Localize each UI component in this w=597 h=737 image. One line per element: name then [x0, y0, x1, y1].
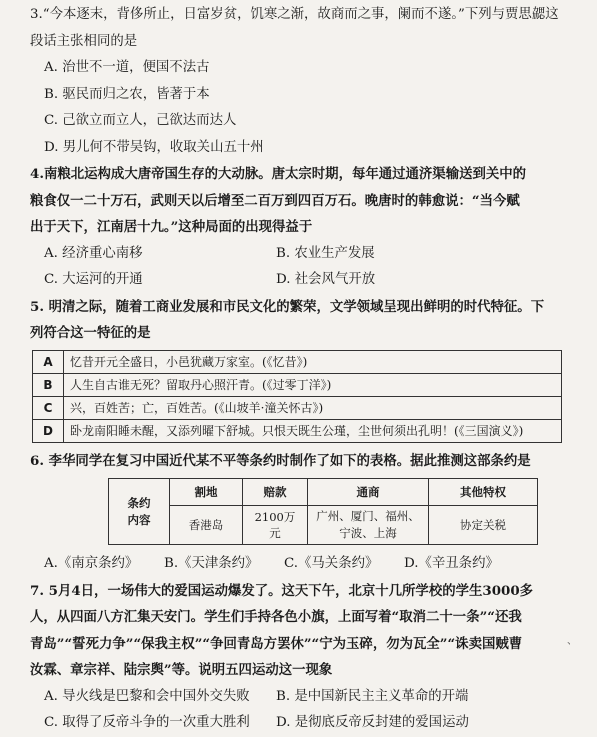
q6-option-b: B.《天津条约》 — [164, 556, 259, 571]
q5-row-d — [33, 419, 562, 442]
q6-treaty-table — [108, 478, 538, 545]
question-3 — [30, 2, 575, 161]
q6-cell-cession: 香港岛 — [170, 506, 243, 545]
q7-options-row-1 — [30, 684, 575, 711]
q6-trade-line-1: 广州、厦门、福州、 — [316, 509, 420, 523]
q6-stem: 6. 李华同学在复习中国近代某不平等条约时制作了如下的表格。据此推测这部条约是 — [30, 452, 531, 469]
q4-stem-line-3: 出于天下，江南居十九。”这种局面的出现得益于 — [30, 219, 313, 235]
q7-stem-line-2: 人，从四面八方汇集天安门。学生们手持各色小旗，上面写着“取消二十一条”“还我 — [30, 609, 522, 625]
q4-option-b: B. 农业生产发展 — [276, 245, 375, 261]
q7-option-c: C. 取得了反帝斗争的一次重大胜利 — [44, 715, 250, 730]
q5-row-a — [33, 350, 562, 373]
q4-options-row-2 — [30, 267, 575, 294]
q4-options-row-1 — [30, 241, 575, 268]
q6-stub-line-2: 内容 — [127, 512, 151, 527]
question-7 — [30, 578, 575, 737]
q5-row-c — [33, 396, 562, 419]
q6-option-c: C.《马关条约》 — [284, 556, 379, 571]
q5-row-text: 忆昔开元全盛日，小邑犹藏万家室。(《忆昔》) — [64, 350, 562, 373]
q6-header-indemnity: 赔款 — [243, 479, 308, 506]
q7-option-a: A. 导火线是巴黎和会中国外交失败 — [44, 688, 250, 704]
q6-stub-line-1: 条约 — [127, 495, 151, 510]
q5-stem-line-2: 列符合这一特征的是 — [30, 325, 151, 341]
q6-cell-trade — [308, 506, 429, 545]
q6-header-cession: 割地 — [170, 479, 243, 506]
q7-option-b: B. 是中国新民主主义革命的开端 — [276, 688, 469, 704]
q6-header-trade: 通商 — [308, 479, 429, 506]
q6-option-d: D.《辛丑条约》 — [404, 556, 499, 571]
q6-header-privileges: 其他特权 — [429, 479, 538, 506]
q5-row-key: B — [33, 373, 64, 396]
margin-mark: 、 — [567, 636, 577, 647]
q6-options — [30, 551, 575, 578]
q4-stem-line-2: 粮食仅一二十万石，武则天以后增至二百万到四百万石。晚唐时的韩愈说：“当今赋 — [30, 192, 520, 209]
q5-row-key: A — [33, 350, 64, 373]
q3-option-c: C. 己欲立而立人，己欲达而达人 — [44, 113, 237, 128]
q5-options-table — [32, 350, 562, 443]
q7-stem-line-4: 汝霖、章宗祥、陆宗舆”等。说明五四运动这一现象 — [30, 662, 333, 678]
q3-option-b: B. 驱民而归之农，皆著于本 — [44, 86, 210, 102]
q6-cell-indemnity: 2100万元 — [243, 506, 308, 545]
question-5 — [30, 294, 575, 443]
q5-stem-line-1: 5. 明清之际，随着工商业发展和市民文化的繁荣，文学领域呈现出鲜明的时代特征。下 — [30, 298, 545, 315]
q6-option-a: A.《南京条约》 — [44, 556, 139, 571]
q6-cell-privileges: 协定关税 — [429, 506, 538, 545]
question-6 — [30, 448, 575, 578]
q5-row-key: D — [33, 419, 64, 442]
q6-trade-line-2: 宁波、上海 — [339, 526, 397, 540]
q4-stem-line-1: 4.南粮北运构成大唐帝国生存的大动脉。唐太宗时期，每年通过通济渠输送到关中的 — [30, 166, 527, 182]
q4-option-c: C. 大运河的开通 — [44, 272, 143, 287]
q3-stem-line-2: 段话主张相同的是 — [30, 33, 138, 49]
q6-table-stub — [109, 479, 170, 545]
q5-row-b — [33, 373, 562, 396]
q5-row-text: 卧龙南阳睡未醒，又添列曜下舒城。只恨天既生公瑾，尘世何须出孔明！(《三国演义》) — [64, 419, 562, 442]
q7-option-d: D. 是彻底反帝反封建的爱国运动 — [276, 715, 469, 730]
q5-row-text: 人生自古谁无死？留取丹心照汗青。(《过零丁洋》) — [64, 373, 562, 396]
question-4 — [30, 161, 575, 294]
q7-stem-line-3: 青岛”“誓死力争”“保我主权”“争回青岛方罢休”“宁为玉碎，勿为瓦全”“诛卖国贼曹 — [30, 635, 523, 652]
q5-row-text: 兴，百姓苦；亡，百姓苦。(《山坡羊·潼关怀古》) — [64, 396, 562, 419]
q3-option-d: D. 男儿何不带吴钩，收取关山五十州 — [44, 139, 264, 155]
q5-row-key: C — [33, 396, 64, 419]
q4-option-d: D. 社会风气开放 — [276, 272, 376, 287]
q3-stem-line-1: 3.“今本逐末，背侈所止，日富岁贫，饥寒之渐，故商而之事，阑而不遂。”下列与贾思勰这 — [30, 7, 559, 22]
q4-option-a: A. 经济重心南移 — [44, 245, 143, 261]
q7-stem-line-1: 7. 5月4日，一场伟大的爱国运动爆发了。这天下午，北京十几所学校的学生3000多 — [30, 582, 534, 599]
q3-option-a: A. 治世不一道，便国不法古 — [44, 60, 210, 75]
